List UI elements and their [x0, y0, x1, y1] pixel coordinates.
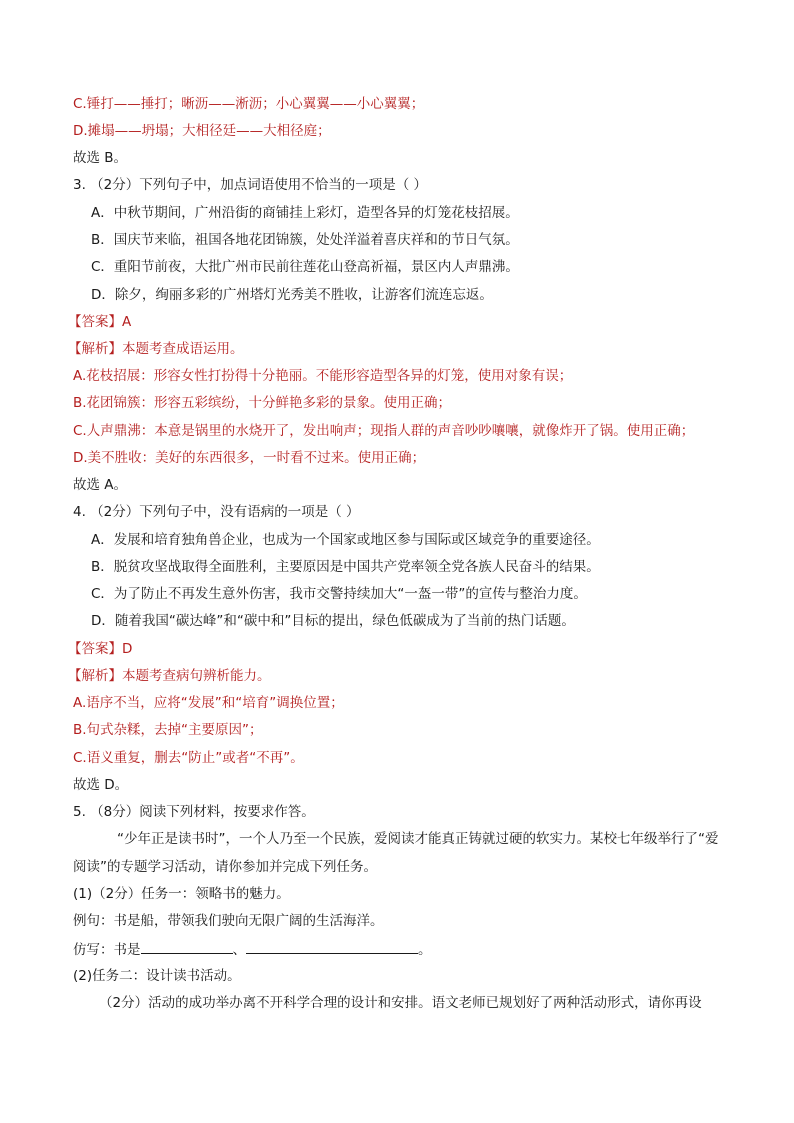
- answer-blank-2[interactable]: [246, 939, 418, 954]
- explanation-line: C.锤打——捶打；晰沥——淅沥；小心翼翼——小心翼翼；: [73, 96, 425, 112]
- explanation-line: C.语义重复，删去“防止”或者“不再”。: [73, 750, 304, 766]
- material-paragraph: “少年正是读书时”，一个人乃至一个民族，爱阅读才能真正铸就过硬的软实力。某校七年级举行了“爱: [117, 831, 719, 847]
- explanation-line: B.花团锦簇：形容五彩缤纷，十分鲜艳多彩的景象。使用正确；: [73, 395, 452, 411]
- explanation-line: A.花枝招展：形容女性打扮得十分艳丽。不能形容造型各异的灯笼，使用对象有误；: [73, 368, 573, 384]
- question-3-option-b: B．国庆节来临，祖国各地花团锦簇，处处洋溢着喜庆祥和的节日气氛。: [91, 232, 519, 248]
- explanation-line: D.摊塌——坍塌；大相径廷——大相径庭；: [73, 123, 331, 139]
- question-3-stem: 3. （2分）下列句子中，加点词语使用不恰当的一项是（ ）: [73, 177, 428, 193]
- task-two-heading: (2)任务二：设计读书活动。: [73, 968, 241, 984]
- material-paragraph: 阅读”的专题学习活动，请你参加并完成下列任务。: [73, 859, 377, 875]
- task-two-paragraph: （2分）活动的成功举办离不开科学合理的设计和安排。语文老师已规划好了两种活动形式，请你再设: [99, 995, 702, 1011]
- answer-blank-1[interactable]: [141, 939, 233, 954]
- question-3-analysis: 【解析】本题考查成语运用。: [68, 341, 244, 357]
- question-4-option-c: C．为了防止不再发生意外伤害，我市交警持续加大“一盔一带”的宣传与整治力度。: [91, 586, 587, 602]
- separator-mark: 、: [232, 942, 246, 958]
- question-4-option-d: D．随着我国“碳达峰”和“碳中和”目标的提出，绿色低碳成为了当前的热门话题。: [91, 613, 575, 629]
- question-4-stem: 4. （2分）下列句子中，没有语病的一项是（ ）: [73, 504, 360, 520]
- explanation-line: A.语序不当，应将“发展”和“培育”调换位置；: [73, 695, 344, 711]
- explanation-line: B.句式杂糅，去掉“主要原因”；: [73, 722, 263, 738]
- question-3-option-c: C．重阳节前夜，大批广州市民前往莲花山登高祈福，景区内人声鼎沸。: [91, 259, 519, 275]
- question-3-option-a: A．中秋节期间，广州沿街的商铺挂上彩灯，造型各异的灯笼花枝招展。: [91, 205, 519, 221]
- conclusion-line: 故选 A。: [73, 477, 128, 493]
- imitation-prefix: 仿写：书是: [73, 942, 141, 958]
- question-4-option-a: A．发展和培育独角兽企业，也成为一个国家或地区参与国际或区域竞争的重要途径。: [91, 532, 600, 548]
- conclusion-line: 故选 D。: [73, 777, 129, 793]
- question-3-option-d: D．除夕，绚丽多彩的广州塔灯光秀美不胜收，让游客们流连忘返。: [91, 287, 493, 303]
- explanation-line: C.人声鼎沸：本意是锅里的水烧开了，发出响声；现指人群的声音吵吵嚷嚷，就像炸开了锅。使用正确；: [73, 423, 695, 439]
- conclusion-line: 故选 B。: [73, 150, 128, 166]
- question-4-analysis: 【解析】本题考查病句辨析能力。: [68, 668, 271, 684]
- imitation-writing-line: [73, 939, 432, 960]
- question-5-stem: 5. （8分）阅读下列材料，按要求作答。: [73, 804, 315, 820]
- explanation-line: D.美不胜收：美好的东西很多，一时看不过来。使用正确；: [73, 450, 426, 466]
- task-one-heading: (1)（2分）任务一：领略书的魅力。: [73, 886, 290, 902]
- example-sentence: 例句：书是船，带领我们驶向无限广阔的生活海洋。: [73, 913, 384, 929]
- question-4-option-b: B．脱贫攻坚战取得全面胜利，主要原因是中国共产党率领全党各族人民奋斗的结果。: [91, 559, 600, 575]
- question-3-answer: 【答案】A: [68, 314, 132, 330]
- end-mark: 。: [418, 942, 432, 958]
- question-4-answer: 【答案】D: [68, 641, 133, 657]
